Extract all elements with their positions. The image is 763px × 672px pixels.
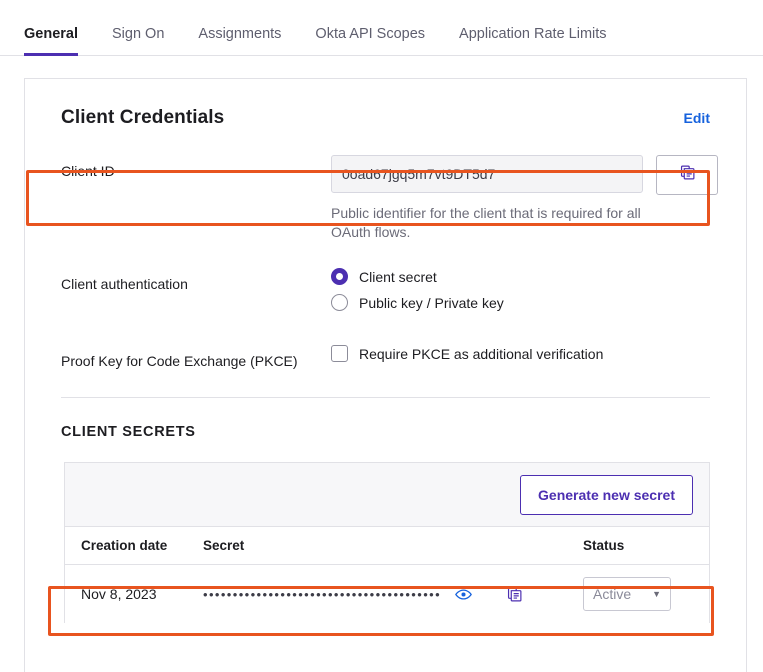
status-dropdown[interactable] <box>583 577 671 611</box>
pkce-label: Proof Key for Code Exchange (PKCE) <box>61 353 298 369</box>
section-divider <box>61 397 710 398</box>
table-header-row <box>65 527 709 565</box>
client-authentication-label: Client authentication <box>61 276 188 292</box>
client-secrets-section-title: CLIENT SECRETS <box>61 424 196 440</box>
radio-public-private-key-label: Public key / Private key <box>359 294 504 311</box>
secrets-toolbar <box>65 463 709 527</box>
chevron-down-icon: ▼ <box>652 589 661 599</box>
content-area <box>0 56 763 672</box>
client-id-input[interactable] <box>331 155 643 193</box>
cell-secret <box>203 586 583 603</box>
client-authentication-row <box>61 268 710 320</box>
client-id-label: Client ID <box>61 163 115 179</box>
client-secrets-table <box>64 462 710 623</box>
pkce-row <box>61 345 710 369</box>
client-authentication-options <box>331 268 710 320</box>
client-id-row <box>61 155 710 242</box>
radio-public-private-key-control[interactable] <box>331 294 348 311</box>
card-header <box>61 107 710 129</box>
tab-sign-on[interactable]: Sign On <box>112 26 165 42</box>
cell-status <box>583 577 693 611</box>
tab-assignments[interactable]: Assignments <box>198 26 282 42</box>
copy-client-id-button[interactable] <box>656 155 718 195</box>
column-header-status: Status <box>583 538 625 553</box>
client-credentials-card <box>24 78 747 672</box>
radio-client-secret[interactable] <box>331 268 710 285</box>
copy-icon[interactable] <box>506 586 523 603</box>
page-title: Client Credentials <box>61 107 225 128</box>
eye-icon[interactable] <box>455 588 472 601</box>
checkbox-require-pkce-control[interactable] <box>331 345 348 362</box>
checkbox-require-pkce-label: Require PKCE as additional verification <box>359 345 604 362</box>
radio-public-private-key[interactable] <box>331 294 710 311</box>
secret-masked-value: •••••••••••••••••••••••••••••••••••••••• <box>203 586 442 602</box>
cell-creation-date: Nov 8, 2023 <box>81 586 157 602</box>
table-row <box>65 565 709 623</box>
column-header-secret: Secret <box>203 538 245 553</box>
pkce-field <box>331 345 710 362</box>
radio-client-secret-control[interactable] <box>331 268 348 285</box>
client-id-helper-text: Public identifier for the client that is required for all OAuth flows. <box>331 205 641 240</box>
tab-general[interactable]: General <box>24 26 78 56</box>
radio-client-secret-label: Client secret <box>359 268 437 285</box>
status-dropdown-value: Active <box>593 586 632 602</box>
tab-application-rate-limits[interactable]: Application Rate Limits <box>459 26 607 42</box>
tab-bar <box>0 0 763 56</box>
tab-okta-api-scopes[interactable]: Okta API Scopes <box>315 26 426 42</box>
edit-button[interactable]: Edit <box>683 110 710 126</box>
column-header-creation-date: Creation date <box>81 538 168 553</box>
client-id-field <box>331 155 718 242</box>
client-id-input-group <box>331 155 718 195</box>
checkbox-require-pkce[interactable] <box>331 345 710 362</box>
generate-new-secret-button[interactable]: Generate new secret <box>520 475 693 515</box>
copy-icon <box>679 164 696 186</box>
